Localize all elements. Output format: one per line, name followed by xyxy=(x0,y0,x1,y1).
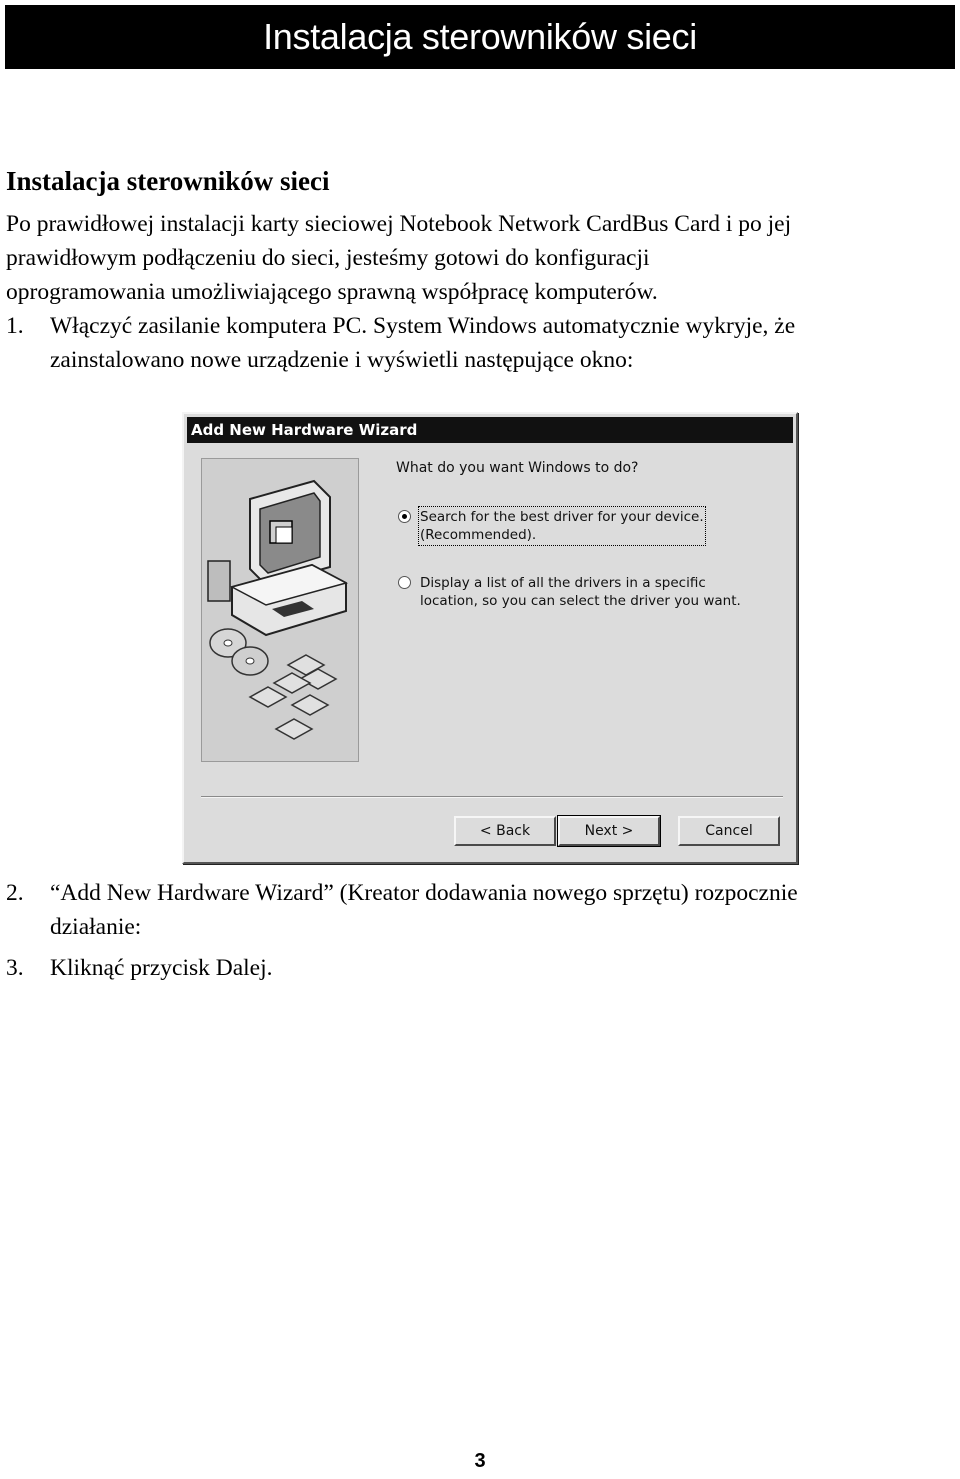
option-line: Display a list of all the drivers in a specific xyxy=(420,575,706,591)
step-number: 3. xyxy=(6,955,24,981)
step-line: działanie: xyxy=(50,914,142,940)
step-line: “Add New Hardware Wizard” (Kreator dodawania nowego sprzętu) rozpocznie xyxy=(50,880,798,906)
add-new-hardware-wizard-dialog xyxy=(182,412,798,864)
wizard-divider xyxy=(201,796,783,798)
next-button[interactable]: Next > xyxy=(558,816,660,846)
option-search-best-driver-label[interactable] xyxy=(420,508,704,544)
wizard-illustration-art xyxy=(202,459,358,761)
option-line: location, so you can select the driver you want. xyxy=(420,593,741,609)
page-banner: Instalacja sterowników sieci xyxy=(5,5,955,69)
option-line: Search for the best driver for your device. xyxy=(420,509,704,525)
section-heading: Instalacja sterowników sieci xyxy=(6,166,330,196)
radio-search-best-driver[interactable] xyxy=(398,510,411,523)
wizard-title-bar: Add New Hardware Wizard xyxy=(187,417,793,443)
intro-paragraph xyxy=(6,207,956,309)
step-line: Kliknąć przycisk Dalej. xyxy=(50,955,273,981)
step-line: zainstalowano nowe urządzenie i wyświetli następujące okno: xyxy=(50,347,634,373)
intro-line: prawidłowym podłączeniu do sieci, jesteśmy gotowi do konfiguracji xyxy=(6,245,650,271)
page-number: 3 xyxy=(474,1450,486,1472)
radio-display-driver-list[interactable] xyxy=(398,576,411,589)
step-line: Włączyć zasilanie komputera PC. System Windows automatycznie wykryje, że xyxy=(50,313,796,339)
cd-disc-icon xyxy=(210,629,268,675)
back-button[interactable]: < Back xyxy=(454,816,556,846)
computer-icon xyxy=(208,481,346,635)
wizard-illustration xyxy=(201,458,359,762)
step-number: 1. xyxy=(6,313,24,339)
cancel-button[interactable]: Cancel xyxy=(678,816,780,846)
wizard-question: What do you want Windows to do? xyxy=(396,460,639,476)
step-number: 2. xyxy=(6,880,24,906)
option-line: (Recommended). xyxy=(420,527,537,543)
option-display-driver-list-label[interactable] xyxy=(420,574,741,610)
intro-line: oprogramowania umożliwiającego sprawną współpracę komputerów. xyxy=(6,279,658,305)
intro-line: Po prawidłowej instalacji karty sieciowej Notebook Network CardBus Card i po jej xyxy=(6,211,792,237)
